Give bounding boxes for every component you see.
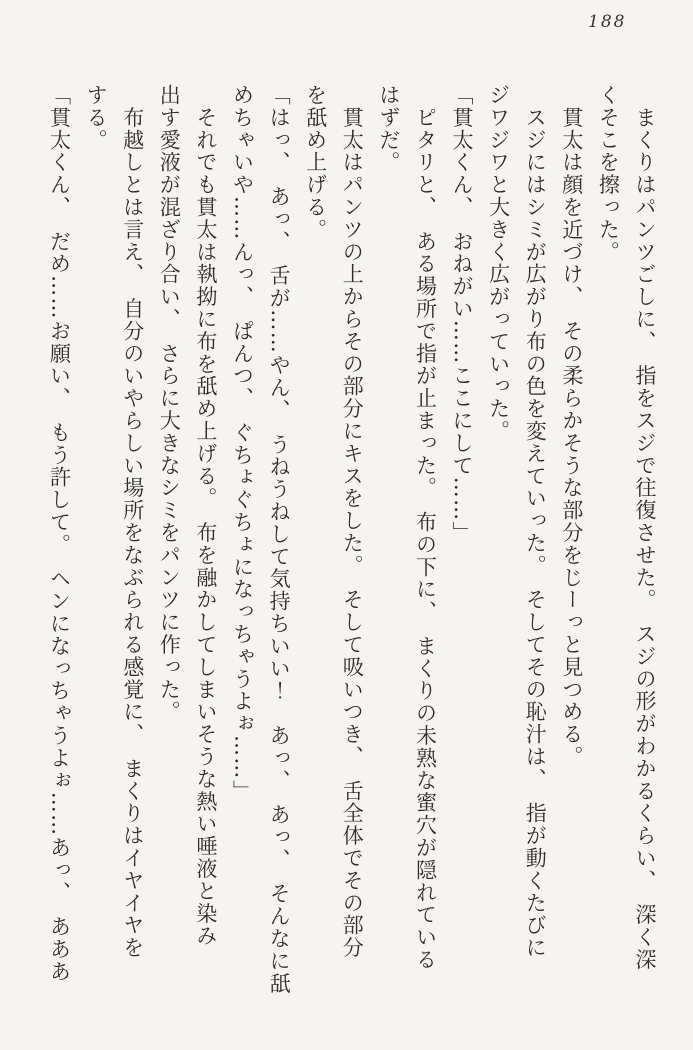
- text-column: スジにはシミが広がり布の色を変えていった。 そしてその恥汁は、 指が動くたびに: [523, 84, 548, 959]
- text-column: 貫太は顔を近づけ、 その柔らかそうな部分をじーっと見つめる。: [559, 84, 584, 768]
- page-number: 188: [588, 12, 627, 32]
- text-column: 布越しとは言え、 自分のいやらしい場所をなぶられる感覚に、 まくりはイヤイヤを: [120, 84, 145, 959]
- text-column: ジワジワと大きく広がっていった。: [486, 84, 511, 443]
- text-column: まくりはパンツごしに、 指をスジで往復させた。 スジの形がわかるくらい、 深く深: [633, 84, 657, 971]
- text-column: それでも貫太は執拗に布を舐め上げる。 布を融かしてしまいそうな熱い唾液と染み: [193, 84, 218, 948]
- text-column: めちゃいや……んっ、 ぱんつ、 ぐちょぐちょになっちゃうよぉ……」: [230, 84, 255, 803]
- text-column: 「貫太くん、 おねがい……ここにして……」: [450, 84, 475, 544]
- text-column: を舐め上げる。: [303, 84, 328, 241]
- text-column: くそこを擦った。: [596, 84, 621, 264]
- text-column: 「はっ、 あっ、 舌が……やん、 うねうねして気持ちいい！ あっ、 あっ、 そんなに舐: [267, 84, 292, 995]
- text-column: する。: [84, 84, 109, 152]
- text-column: 出す愛液が混ざり合い、 さらに大きなシミをパンツに作った。: [157, 84, 182, 724]
- text-column: はずだ。: [376, 84, 401, 174]
- vertical-text-block: [41, 84, 663, 1040]
- text-column: 貫太はパンツの上からその部分にキスをした。 そして吸いつき、 舌全体でその部分: [340, 84, 365, 959]
- text-column: 「貫太くん、 だめ……お願い、 もう許して。 ヘンになっちゃうよぉ……あっ、 あああ: [47, 84, 72, 983]
- text-column: ピタリと、 ある場所で指が止まった。 布の下に、 まくりの未熟な蜜穴が隠れている: [413, 84, 438, 971]
